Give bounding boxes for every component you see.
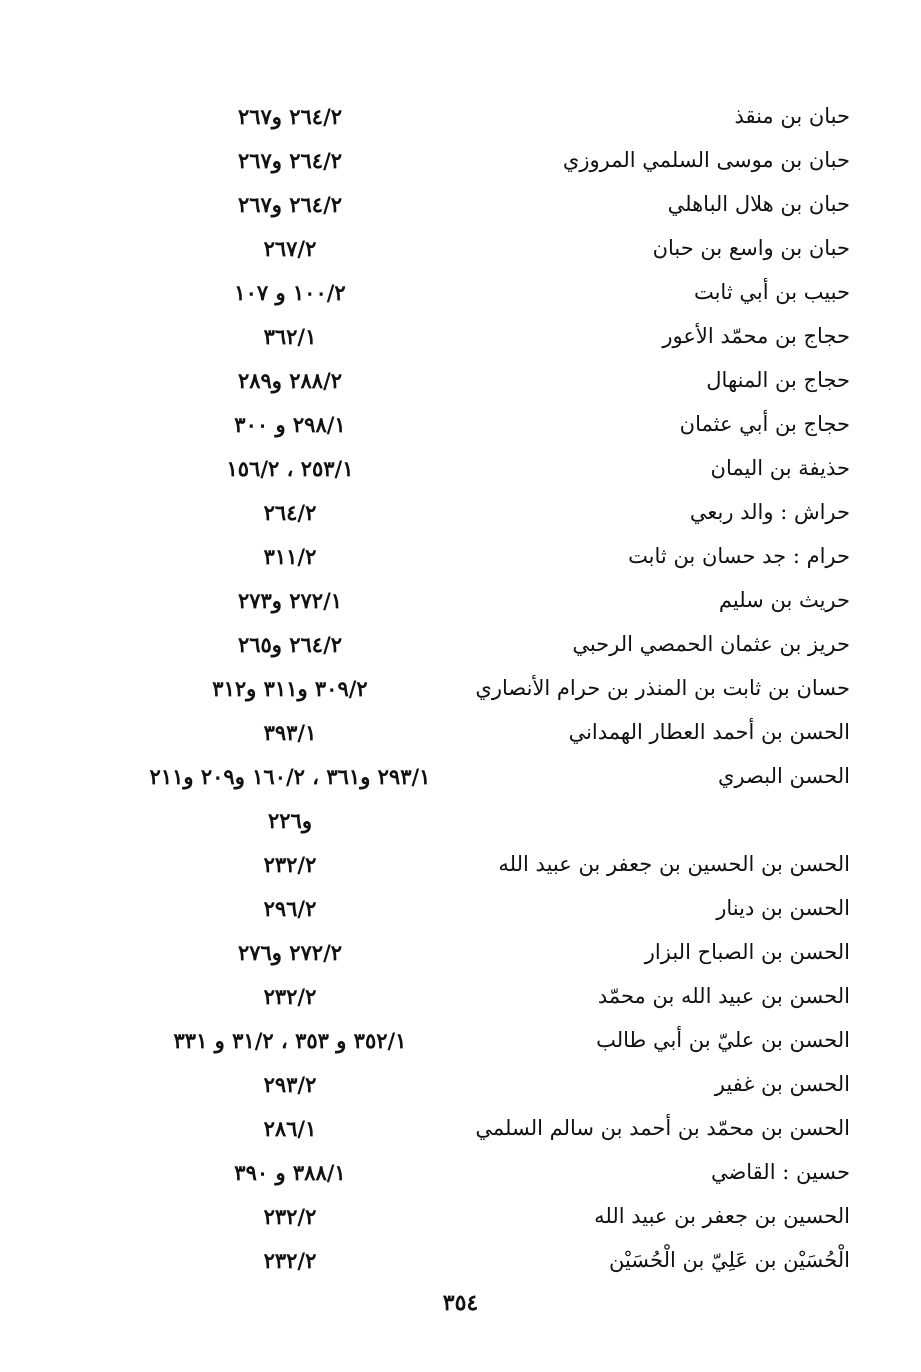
index-entry — [90, 974, 850, 1018]
index-entry — [90, 94, 850, 138]
index-entry — [90, 226, 850, 270]
entry-name: الحسن بن الصباح البزار — [644, 940, 850, 964]
entry-refs: ٢٥٣/١ ، ١٥٦/٢ — [226, 455, 354, 481]
entry-name: الْحُسَيْن بن عَلِيّ بن الْحُسَيْن — [608, 1248, 850, 1272]
entry-refs: ٣١١/٢ — [263, 543, 317, 569]
index-list — [90, 94, 850, 1282]
index-entry — [90, 1062, 850, 1106]
index-entry — [90, 622, 850, 666]
entry-name: الحسن بن عليّ بن أبي طالب — [596, 1028, 850, 1052]
entry-name: حبان بن موسى السلمي المروزي — [562, 148, 850, 172]
entry-refs: ٢٦٤/٢ و٢٦٥ — [237, 631, 343, 657]
entry-refs: ٢٨٨/٢ و٢٨٩ — [237, 367, 343, 393]
index-entry — [90, 1150, 850, 1194]
entry-refs: ٢٦٤/٢ و٢٦٧ — [237, 191, 343, 217]
index-entry — [90, 314, 850, 358]
index-entry — [90, 886, 850, 930]
page-number: ٣٥٤ — [442, 1290, 479, 1316]
index-entry — [90, 578, 850, 622]
index-entry — [90, 754, 850, 798]
index-entry — [90, 446, 850, 490]
index-entry — [90, 358, 850, 402]
index-entry — [90, 182, 850, 226]
entry-refs: ٢٣٢/٢ — [263, 1203, 317, 1229]
entry-refs: ٢٦٧/٢ — [263, 235, 317, 261]
entry-refs: ٢٩٣/١ و٣٦١ ، ١٦٠/٢ و٢٠٩ و٢١١ — [149, 763, 431, 789]
entry-refs: ٣٥٢/١ و ٣٥٣ ، ٣١/٢ و ٣٣١ — [173, 1027, 407, 1053]
entry-refs: ٢٧٢/١ و٢٧٣ — [237, 587, 343, 613]
entry-refs: ٣٦٢/١ — [263, 323, 317, 349]
entry-name: الحسن بن عبيد الله بن محمّد — [597, 984, 850, 1008]
entry-name: حذيفة بن اليمان — [710, 456, 850, 480]
index-entry — [90, 1194, 850, 1238]
index-entry — [90, 402, 850, 446]
entry-refs: ٢٣٢/٢ — [263, 1247, 317, 1273]
entry-name: الحسن بن دينار — [716, 896, 850, 920]
entry-refs: ٢٧٢/٢ و٢٧٦ — [237, 939, 343, 965]
entry-name: حريز بن عثمان الحمصي الرحبي — [572, 632, 850, 656]
entry-name: الحسن بن الحسين بن جعفر بن عبيد الله — [498, 852, 850, 876]
entry-refs: ٢٦٤/٢ — [263, 499, 317, 525]
entry-refs: ٣٩٣/١ — [263, 719, 317, 745]
entry-name: حجاج بن محمّد الأعور — [662, 324, 850, 348]
entry-name: حسين : القاضي — [710, 1160, 850, 1184]
index-entry-continuation — [90, 798, 850, 842]
entry-name: حراش : والد ربعي — [689, 500, 850, 524]
entry-name: حجاج بن المنهال — [706, 368, 850, 392]
entry-refs: و٢٢٦ — [268, 807, 312, 833]
index-entry — [90, 490, 850, 534]
entry-name: حبان بن واسع بن حبان — [652, 236, 850, 260]
entry-name: حبيب بن أبي ثابت — [693, 280, 850, 304]
index-entry — [90, 534, 850, 578]
index-entry — [90, 842, 850, 886]
entry-name: حسان بن ثابت بن المنذر بن حرام الأنصاري — [475, 676, 850, 700]
entry-refs: ٢٨٦/١ — [263, 1115, 317, 1141]
entry-refs: ٢٦٤/٢ و٢٦٧ — [237, 147, 343, 173]
entry-name: الحسن بن محمّد بن أحمد بن سالم السلمي — [475, 1116, 850, 1140]
entry-refs: ٢٩٨/١ و ٣٠٠ — [234, 411, 346, 437]
entry-refs: ٢٦٤/٢ و٢٦٧ — [237, 103, 343, 129]
index-entry — [90, 138, 850, 182]
entry-name: حجاج بن أبي عثمان — [679, 412, 850, 436]
entry-refs: ٢٣٢/٢ — [263, 983, 317, 1009]
entry-refs: ٣٠٩/٢ و٣١١ و٣١٢ — [212, 675, 368, 701]
index-entry — [90, 666, 850, 710]
entry-refs: ٢٣٢/٢ — [263, 851, 317, 877]
entry-refs: ٣٨٨/١ و ٣٩٠ — [234, 1159, 346, 1185]
entry-refs: ٢٩٦/٢ — [263, 895, 317, 921]
index-entry — [90, 1238, 850, 1282]
entry-name: الحسن بن غفير — [714, 1072, 850, 1096]
index-entry — [90, 1106, 850, 1150]
index-entry — [90, 710, 850, 754]
index-entry — [90, 270, 850, 314]
entry-name: حرام : جد حسان بن ثابت — [628, 544, 850, 568]
entry-refs: ١٠٠/٢ و ١٠٧ — [234, 279, 346, 305]
entry-name: الحسن البصري — [718, 764, 850, 788]
entry-name: الحسن بن أحمد العطار الهمداني — [568, 720, 850, 744]
entry-name: حبان بن هلال الباهلي — [667, 192, 850, 216]
entry-refs: ٢٩٣/٢ — [263, 1071, 317, 1097]
entry-name: حبان بن منقذ — [734, 104, 850, 128]
index-entry — [90, 1018, 850, 1062]
index-entry — [90, 930, 850, 974]
entry-name: الحسين بن جعفر بن عبيد الله — [594, 1204, 850, 1228]
entry-name: حريث بن سليم — [718, 588, 850, 612]
